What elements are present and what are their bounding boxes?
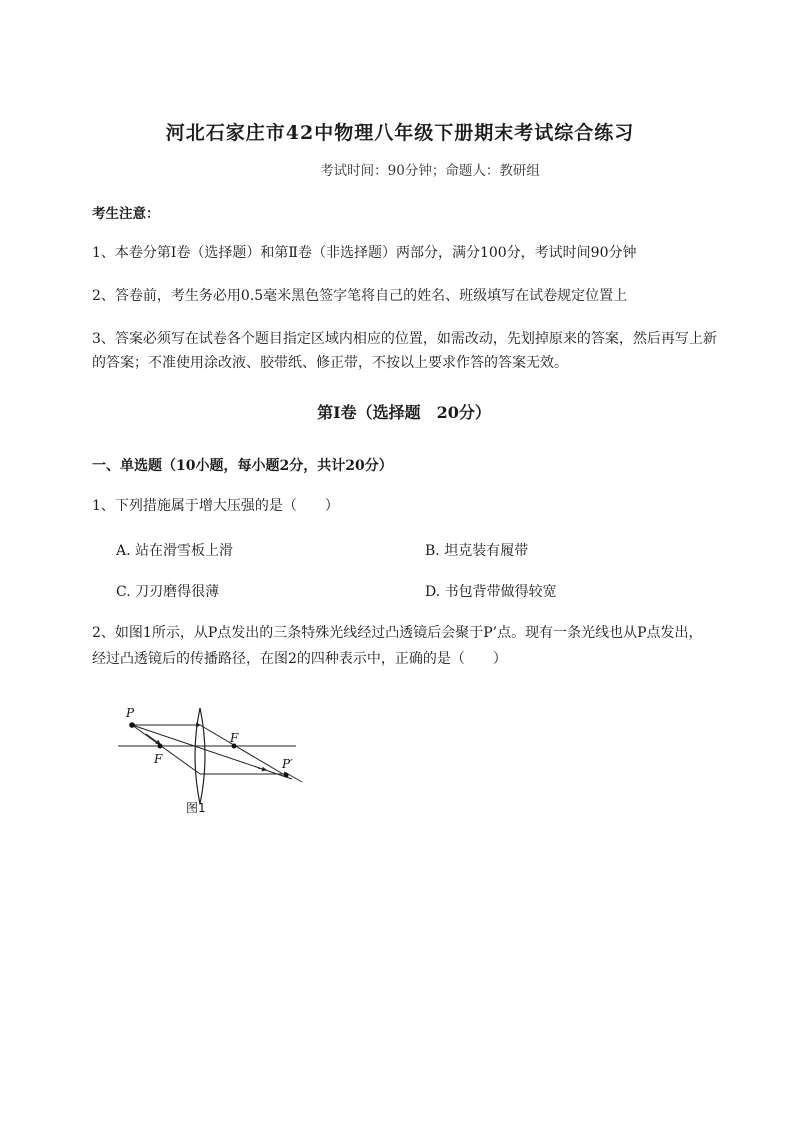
- q1-option-d: D. 书包背带做得较宽: [425, 584, 557, 600]
- section-title: 第Ⅰ卷（选择题 20分）: [317, 403, 491, 422]
- question-2-stem-line2: 经过凸透镜后的传播路径，在图2的四种表示中，正确的是（ ）: [92, 651, 507, 667]
- exam-subtitle: 考试时间：90分钟；命题人：教研组: [320, 163, 540, 179]
- point-p: [129, 722, 135, 728]
- q1-option-a: A. 站在滑雪板上滑: [116, 543, 234, 559]
- notice-item-2: 2、答卷前，考生务必用0.5毫米黑色签字笔将自己的姓名、班级填写在试卷规定位置上: [92, 288, 628, 304]
- label-f-left: F: [154, 752, 163, 766]
- label-f-right: F: [230, 731, 239, 745]
- ray-focus-in: [132, 725, 200, 774]
- ray-focus-arrow: [146, 734, 160, 744]
- convex-lens: [195, 708, 205, 804]
- question-1-stem: 1、下列措施属于增大压强的是（ ）: [92, 498, 339, 514]
- q1-option-c: C. 刀刃磨得很薄: [116, 584, 220, 600]
- exam-title: 河北石家庄市42中物理八年级下册期末考试综合练习: [165, 122, 635, 144]
- point-f-left: [158, 744, 163, 749]
- figure-caption: 图1: [186, 801, 206, 815]
- q1-option-b: B. 坦克装有履带: [425, 543, 529, 559]
- notice-label: 考生注意：: [92, 206, 160, 222]
- notice-item-1: 1、本卷分第Ⅰ卷（选择题）和第Ⅱ卷（非选择题）两部分，满分100分，考试时间90分钟: [92, 245, 637, 261]
- lens-diagram: [116, 700, 306, 820]
- question-2-stem-line1: 2、如图1所示，从P点发出的三条特殊光线经过凸透镜后会聚于P’点。现有一条光线也从P点发出，: [92, 625, 703, 641]
- notice-item-3: 3、答案必须写在试卷各个题目指定区域内相应的位置，如需改动，先划掉原来的答案，然后再写上新: [92, 331, 717, 347]
- label-p: P: [126, 706, 135, 720]
- ray-center-arrow: [258, 768, 266, 770]
- ray-parallel-out: [200, 725, 288, 777]
- label-p-prime: P′: [282, 757, 293, 771]
- point-p-prime: [284, 773, 289, 778]
- notice-item-3-cont: 的答案；不准使用涂改液、胶带纸、修正带，不按以上要求作答的答案无效。: [92, 355, 568, 371]
- part-heading: 一、单选题（10小题，每小题2分，共计20分）: [92, 458, 393, 474]
